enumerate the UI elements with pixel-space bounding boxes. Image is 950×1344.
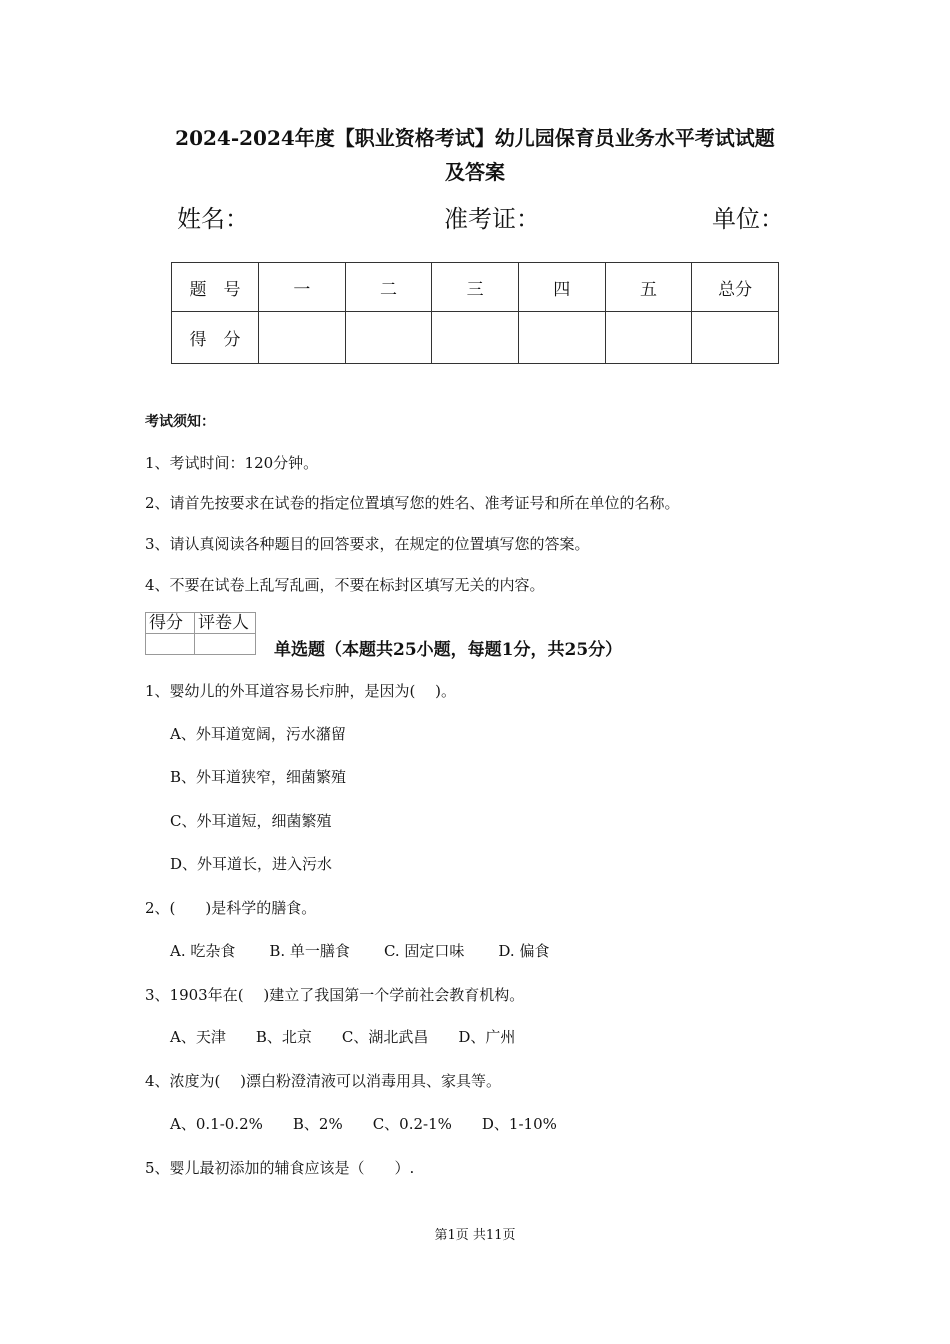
question-stem: 4、浓度为( )漂白粉澄清液可以消毒用具、家具等。 bbox=[145, 1072, 502, 1090]
answer-option: B. 单一膳食 bbox=[269, 942, 350, 960]
name-label: 姓名： bbox=[177, 205, 249, 233]
answer-option: C. 固定口味 bbox=[383, 942, 465, 960]
answer-option: B、2% bbox=[292, 1115, 343, 1133]
answer-option: A. 吃杂食 bbox=[170, 942, 236, 960]
section-4-score-cell[interactable] bbox=[518, 312, 605, 364]
score-table bbox=[171, 262, 779, 364]
question-stem: 3、1903年在( )建立了我国第一个学前社会教育机构。 bbox=[145, 986, 525, 1004]
section-3-header: 三 bbox=[432, 263, 519, 312]
section-4-header: 四 bbox=[518, 263, 605, 312]
answer-option: B、北京 bbox=[255, 1028, 312, 1046]
answer-option: D、外耳道长，进入污水 bbox=[170, 855, 333, 873]
question-number-label: 题 号 bbox=[172, 263, 259, 312]
total-score-cell[interactable] bbox=[692, 312, 779, 364]
unit-label: 单位： bbox=[712, 205, 784, 233]
exam-title-line1: 2024-2024年度【职业资格考试】幼儿园保育员业务水平考试试题 bbox=[175, 126, 775, 150]
question-stem: 2、( )是科学的膳食。 bbox=[145, 899, 317, 917]
answer-option: D. 偏食 bbox=[498, 942, 550, 960]
answer-options-row bbox=[170, 939, 549, 963]
section-5-score-cell[interactable] bbox=[605, 312, 692, 364]
grader-score-cell[interactable] bbox=[146, 634, 195, 655]
section-1-header: 一 bbox=[259, 263, 346, 312]
notes-heading: 考试须知： bbox=[145, 414, 215, 430]
answer-option: A、0.1-0.2% bbox=[170, 1115, 263, 1133]
section-5-header: 五 bbox=[605, 263, 692, 312]
answer-option: D、广州 bbox=[458, 1028, 516, 1046]
answer-option: A、天津 bbox=[170, 1028, 226, 1046]
note-item: 2、请首先按要求在试卷的指定位置填写您的姓名、准考证号和所在单位的名称。 bbox=[145, 494, 680, 512]
answer-options-row bbox=[170, 1025, 515, 1049]
page-footer: 第1页 共11页 bbox=[434, 1228, 516, 1243]
score-label: 得 分 bbox=[172, 312, 259, 364]
note-item: 4、不要在试卷上乱写乱画，不要在标封区填写无关的内容。 bbox=[145, 576, 545, 594]
answer-option: A、外耳道宽阔，污水潴留 bbox=[170, 725, 346, 743]
note-item: 3、请认真阅读各种题目的回答要求，在规定的位置填写您的答案。 bbox=[145, 535, 590, 553]
question-stem: 1、婴幼儿的外耳道容易长疖肿，是因为( )。 bbox=[145, 682, 457, 700]
exam-title-line2: 及答案 bbox=[445, 160, 505, 184]
answer-option: B、外耳道狭窄，细菌繁殖 bbox=[170, 768, 347, 786]
answer-option: C、0.2-1% bbox=[372, 1115, 452, 1133]
answer-option: D、1-10% bbox=[481, 1115, 557, 1133]
note-item: 1、考试时间：120分钟。 bbox=[145, 454, 319, 472]
question-stem: 5、婴儿最初添加的辅食应该是（ ）. bbox=[145, 1159, 415, 1177]
grader-name-cell[interactable] bbox=[195, 634, 256, 655]
total-header: 总分 bbox=[692, 263, 779, 312]
grader-box bbox=[145, 612, 256, 655]
score-table-header-row bbox=[172, 263, 779, 312]
answer-option: C、湖北武昌 bbox=[341, 1028, 429, 1046]
section-3-score-cell[interactable] bbox=[432, 312, 519, 364]
grader-name-label: 评卷人 bbox=[195, 613, 256, 634]
section-2-score-cell[interactable] bbox=[345, 312, 432, 364]
answer-option: C、外耳道短，细菌繁殖 bbox=[170, 812, 332, 830]
section-title: 单选题（本题共25小题，每题1分，共25分） bbox=[274, 640, 623, 660]
score-table-score-row bbox=[172, 312, 779, 364]
section-2-header: 二 bbox=[345, 263, 432, 312]
grader-score-label: 得分 bbox=[146, 613, 195, 634]
section-1-score-cell[interactable] bbox=[259, 312, 346, 364]
answer-options-row bbox=[170, 1112, 557, 1136]
exam-id-label: 准考证： bbox=[444, 205, 540, 233]
